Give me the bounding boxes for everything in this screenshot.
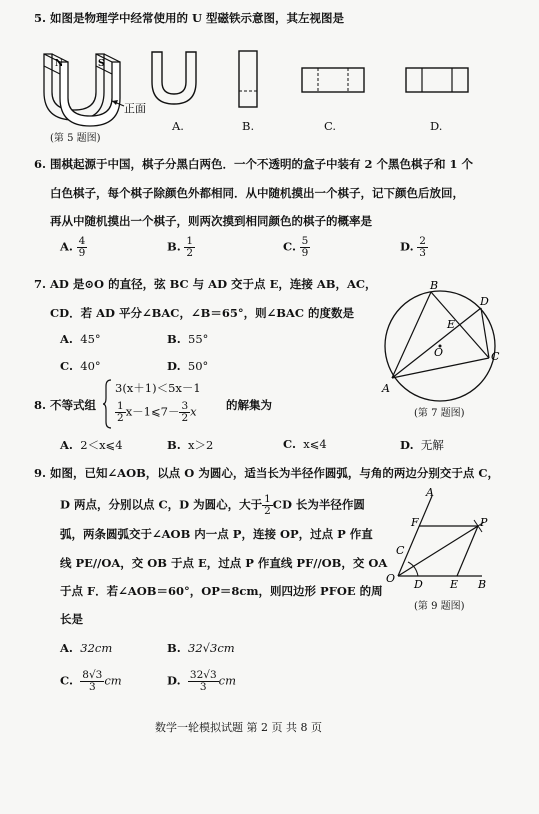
q8-brace [103, 378, 113, 430]
fig9-point-p: P [480, 516, 488, 529]
q7-option-c: C. 40° [60, 359, 101, 373]
q7-caption: (第 7 题图) [414, 408, 465, 419]
q9-line1: 9. 如图，已知∠AOB，以点 O 为圆心，适当长为半径作圆弧，与角的两边分别交于点 C， [34, 466, 499, 480]
q8-option-c: C. x⩽4 [283, 437, 327, 451]
point-a-label: A [382, 382, 390, 395]
q6-option-a: A. $\frac{4}{9}$ [60, 235, 86, 259]
q7-option-a: A. 45° [60, 332, 101, 346]
fig9-point-a: A [426, 486, 434, 499]
q5-stem: 5. 如图是物理学中经常使用的 U 型磁铁示意图，其左视图是 [34, 11, 345, 25]
fig9-point-e: E [450, 578, 459, 590]
page-footer: 数学一轮模拟试题 第 2 页 共 8 页 [155, 721, 322, 734]
q8-option-d: D. 无解 [400, 438, 444, 452]
q5-option-b: B. [242, 119, 255, 133]
q5-option-c-figure [300, 66, 368, 96]
point-b-label: B [430, 280, 439, 292]
q5-option-b-figure [236, 48, 262, 112]
q7-option-b: B. 55° [167, 332, 209, 346]
front-label: 正面 [124, 102, 146, 115]
q5-caption: (第 5 题图) [50, 133, 101, 144]
q7-line1: 7. AD 是⊙O 的直径，弦 BC 与 AD 交于点 E，连接 AB，AC， [34, 277, 377, 291]
fig9-point-c: C [396, 544, 405, 557]
point-c-label: C [491, 350, 500, 363]
circle-figure [378, 280, 518, 402]
q6-line1: 6. 围棋起源于中国，棋子分黑白两色．一个不透明的盒子中装有 2 个黑色棋子和 1 个 [34, 157, 474, 171]
q5-option-d: D. [430, 119, 443, 133]
angle-construction-figure [378, 486, 508, 590]
point-d-label: D [480, 295, 489, 308]
point-e-label: E [447, 318, 456, 331]
q9-option-b: B. 32√3cm [167, 641, 235, 655]
u-magnet-figure [38, 46, 148, 128]
point-o-label: O [434, 346, 444, 359]
q6-line3: 再从中随机摸出一个棋子，则两次摸到相同颜色的棋子的概率是 [50, 214, 372, 228]
q8-option-a: A. 2＜x⩽4 [60, 438, 123, 452]
fig9-point-f: F [411, 516, 419, 529]
fig9-point-d: D [414, 578, 423, 590]
fig9-point-o: O [386, 572, 396, 585]
q9-option-c: C. $\frac{8√3}{3}$ cm [60, 669, 122, 693]
magnet-s-label: S [98, 59, 105, 69]
q9-line3: 弧，两条圆弧交于∠AOB 内一点 P，连接 OP，过点 P 作直 [60, 527, 373, 541]
q9-line2: D 两点，分别以点 C，D 为圆心，大于 $\frac{1}{2}$ CD 长为半径作圆 [60, 493, 365, 517]
q5-option-c: C. [324, 119, 337, 133]
q5-option-d-figure [404, 66, 472, 96]
q5-option-a-figure [148, 48, 204, 108]
q9-line5: 于点 F．若∠AOB＝60°，OP＝8cm，则四边形 PFOE 的周 [60, 584, 383, 598]
q6-option-b: B. $\frac{1}{2}$ [167, 235, 194, 259]
q8-inequality-2: $\frac{1}{2}$ x－1⩽7－ $\frac{3}{2}$ x [117, 400, 197, 424]
q9-line4: 线 PE//OA，交 OB 于点 E，过点 P 作直线 PF//OB，交 OA [60, 556, 388, 570]
q6-line2: 白色棋子，每个棋子除颜色外都相同．从中随机摸出一个棋子，记下颜色后放回， [50, 186, 464, 200]
q8-option-b: B. x＞2 [167, 438, 214, 452]
q6-option-c: C. $\frac{5}{9}$ [283, 235, 309, 259]
magnet-n-label: N [55, 59, 64, 69]
q9-caption: (第 9 题图) [414, 601, 465, 612]
q6-option-d: D. $\frac{2}{3}$ [400, 235, 426, 259]
q8-prefix: 8. 不等式组 [34, 398, 97, 412]
q9-option-d: D. $\frac{32√3}{3}$ cm [167, 669, 236, 693]
fig9-point-b: B [478, 578, 487, 590]
q8-inequality-1: 3(x＋1)＜5x－1 [115, 381, 201, 395]
q9-option-a: A. 32cm [60, 641, 113, 655]
q8-suffix: 的解集为 [226, 398, 272, 412]
q7-line2: CD．若 AD 平分∠BAC，∠B＝65°，则∠BAC 的度数是 [50, 306, 355, 320]
q9-line6: 长是 [60, 612, 83, 626]
q7-option-d: D. 50° [167, 359, 209, 373]
q5-option-a: A. [172, 119, 184, 133]
